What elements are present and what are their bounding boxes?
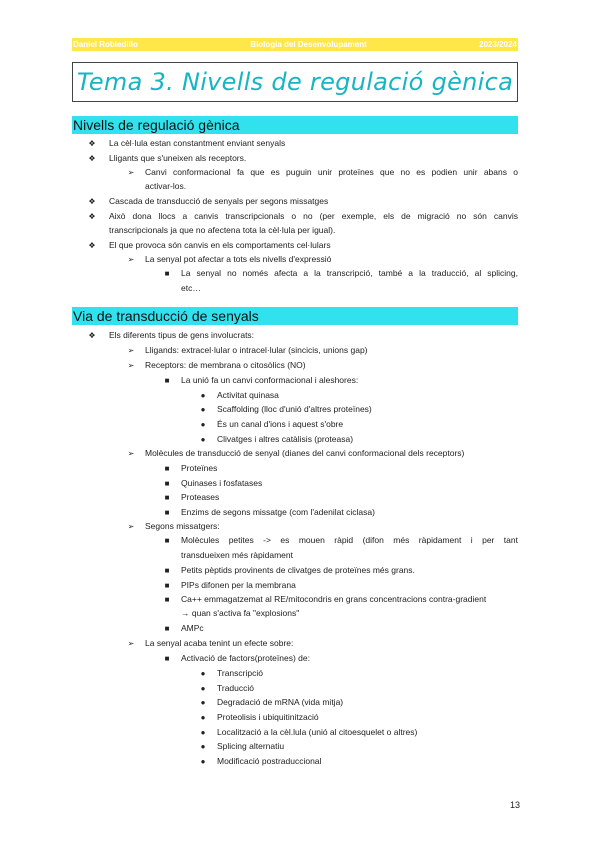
list-item: Receptors: de membrana o citosòlics (NO) [145,360,306,370]
square-bullet-icon: ■ [164,654,170,663]
diamond-bullet-icon: ❖ [88,241,96,250]
dot-bullet-icon: ● [200,713,206,722]
list-item: La cèl·lula estan constantment enviant senyals [109,138,286,148]
list-item: Splicing alternatiu [217,741,285,751]
dot-bullet-icon: ● [200,435,206,444]
square-bullet-icon: ■ [164,493,170,502]
page-title: Tema 3. Nivells de regulació gènica [76,68,514,96]
list-item: Lligants que s'uneixen als receptors. [109,153,247,163]
list-item: Cascada de transducció de senyals per segons missatges [109,196,329,206]
arrow-bullet-icon: ➢ [127,361,135,370]
dot-bullet-icon: ● [200,420,206,429]
list-item: Degradació de mRNA (vida mitja) [217,697,344,707]
square-bullet-icon: ■ [164,269,170,278]
list-item: La unió fa un canvi conformacional i aleshores: [181,375,359,385]
square-bullet-icon: ■ [164,479,170,488]
dot-bullet-icon: ● [200,698,206,707]
list-item: Modificació postraduccional [217,756,322,766]
list-item: Scaffolding (lloc d'unió d'altres proteïnes) [217,404,372,414]
list-item: Quinases i fosfatases [181,478,263,488]
arrow-bullet-icon: ➢ [127,639,135,648]
list-item: Clivatges i altres catàlisis (proteasa) [217,434,354,444]
list-item: Molècules de transducció de senyal (dianes del canvi conformacional dels receptors) [145,448,465,458]
arrow-bullet-icon: ➢ [127,522,135,531]
list-item: Petits pèptids provinents de clivatges de proteïnes més grans. [181,565,415,575]
diamond-bullet-icon: ❖ [88,154,96,163]
arrow-bullet-icon: ➢ [127,255,135,264]
list-item: Segons missatgers: [145,521,220,531]
dot-bullet-icon: ● [200,728,206,737]
dot-bullet-icon: ● [200,669,206,678]
square-bullet-icon: ■ [164,464,170,473]
diamond-bullet-icon: ❖ [88,139,96,148]
list-item: La senyal pot afectar a tots els nivells d'expressió [145,254,332,264]
list-item: Activació de factors(proteïnes) de: [181,653,310,663]
arrow-bullet-icon: ➢ [127,168,135,177]
list-item: Activitat quinasa [217,390,279,400]
list-item: Enzims de segons missatge (com l'adenilat ciclasa) [181,507,375,517]
dot-bullet-icon: ● [200,757,206,766]
page-header [72,38,518,51]
list-item: Proteolisis i ubiquitinització [217,712,319,722]
list-item: Lligands: extracel·lular o intracel·lular (sincicis, unions gap) [145,345,368,355]
list-item-continuation: transdueixen més ràpidament [181,550,293,560]
list-item: La senyal acaba tenint un efecte sobre: [145,638,294,648]
square-bullet-icon: ■ [164,376,170,385]
dot-bullet-icon: ● [200,405,206,414]
list-item: El que provoca són canvis en els comportaments cel·lulars [109,240,331,250]
list-item-continuation: activar-los. [145,181,187,191]
list-item: Ca++ emmagatzemat al RE/mitocondris en grans concentracions contra-gradient [181,594,487,604]
list-item: AMPc [181,623,204,633]
list-item: Molècules petites -> es mouen ràpid (difon més ràpidament i per tant [181,535,518,545]
list-item: PIPs difonen per la membrana [181,580,296,590]
header-subject: Biologia del Desenvolupament [250,40,367,49]
dot-bullet-icon: ● [200,742,206,751]
diamond-bullet-icon: ❖ [88,197,96,206]
list-item: Els diferents tipus de gens involucrats: [109,330,255,340]
section-heading-regulation-levels: Nivells de regulació gènica [72,116,518,134]
list-item: És un canal d'ions i aquest s'obre [217,419,344,429]
square-bullet-icon: ■ [164,536,170,545]
dot-bullet-icon: ● [200,684,206,693]
list-item-continuation: transcripcionals ja que no afectena tota la cèl·lula per igual). [109,225,336,235]
square-bullet-icon: ■ [164,566,170,575]
section-heading-signal-transduction: Via de transducció de senyals [72,307,518,325]
list-item-continuation: → quan s'activa fa "explosions" [181,608,300,618]
list-item: Això dona llocs a canvis transcripcionals o no (per exemple, els de migració no són canvis [109,211,518,221]
header-author: Daniel Robledillo [73,40,138,49]
diamond-bullet-icon: ❖ [88,212,96,221]
arrow-bullet-icon: ➢ [127,449,135,458]
square-bullet-icon: ■ [164,508,170,517]
square-bullet-icon: ■ [164,595,170,604]
list-item: Localització a la cèl.lula (unió al citoesquelet o altres) [217,727,418,737]
list-item: Canvi conformacional fa que es puguin unir proteïnes que no es podien unir abans o [145,167,518,177]
list-item: Transcripció [217,668,263,678]
list-item-continuation: etc… [181,283,201,293]
arrow-bullet-icon: ➢ [127,346,135,355]
diamond-bullet-icon: ❖ [88,331,96,340]
square-bullet-icon: ■ [164,624,170,633]
list-item: La senyal no només afecta a la transcripció, també a la traducció, al splicing, [181,268,518,278]
header-year: 2023/2024 [479,40,517,49]
square-bullet-icon: ■ [164,581,170,590]
title-box [72,62,518,102]
list-item: Proteïnes [181,463,218,473]
list-item: Proteases [181,492,220,502]
page-number: 13 [510,800,521,810]
list-item: Traducció [217,683,255,693]
dot-bullet-icon: ● [200,391,206,400]
